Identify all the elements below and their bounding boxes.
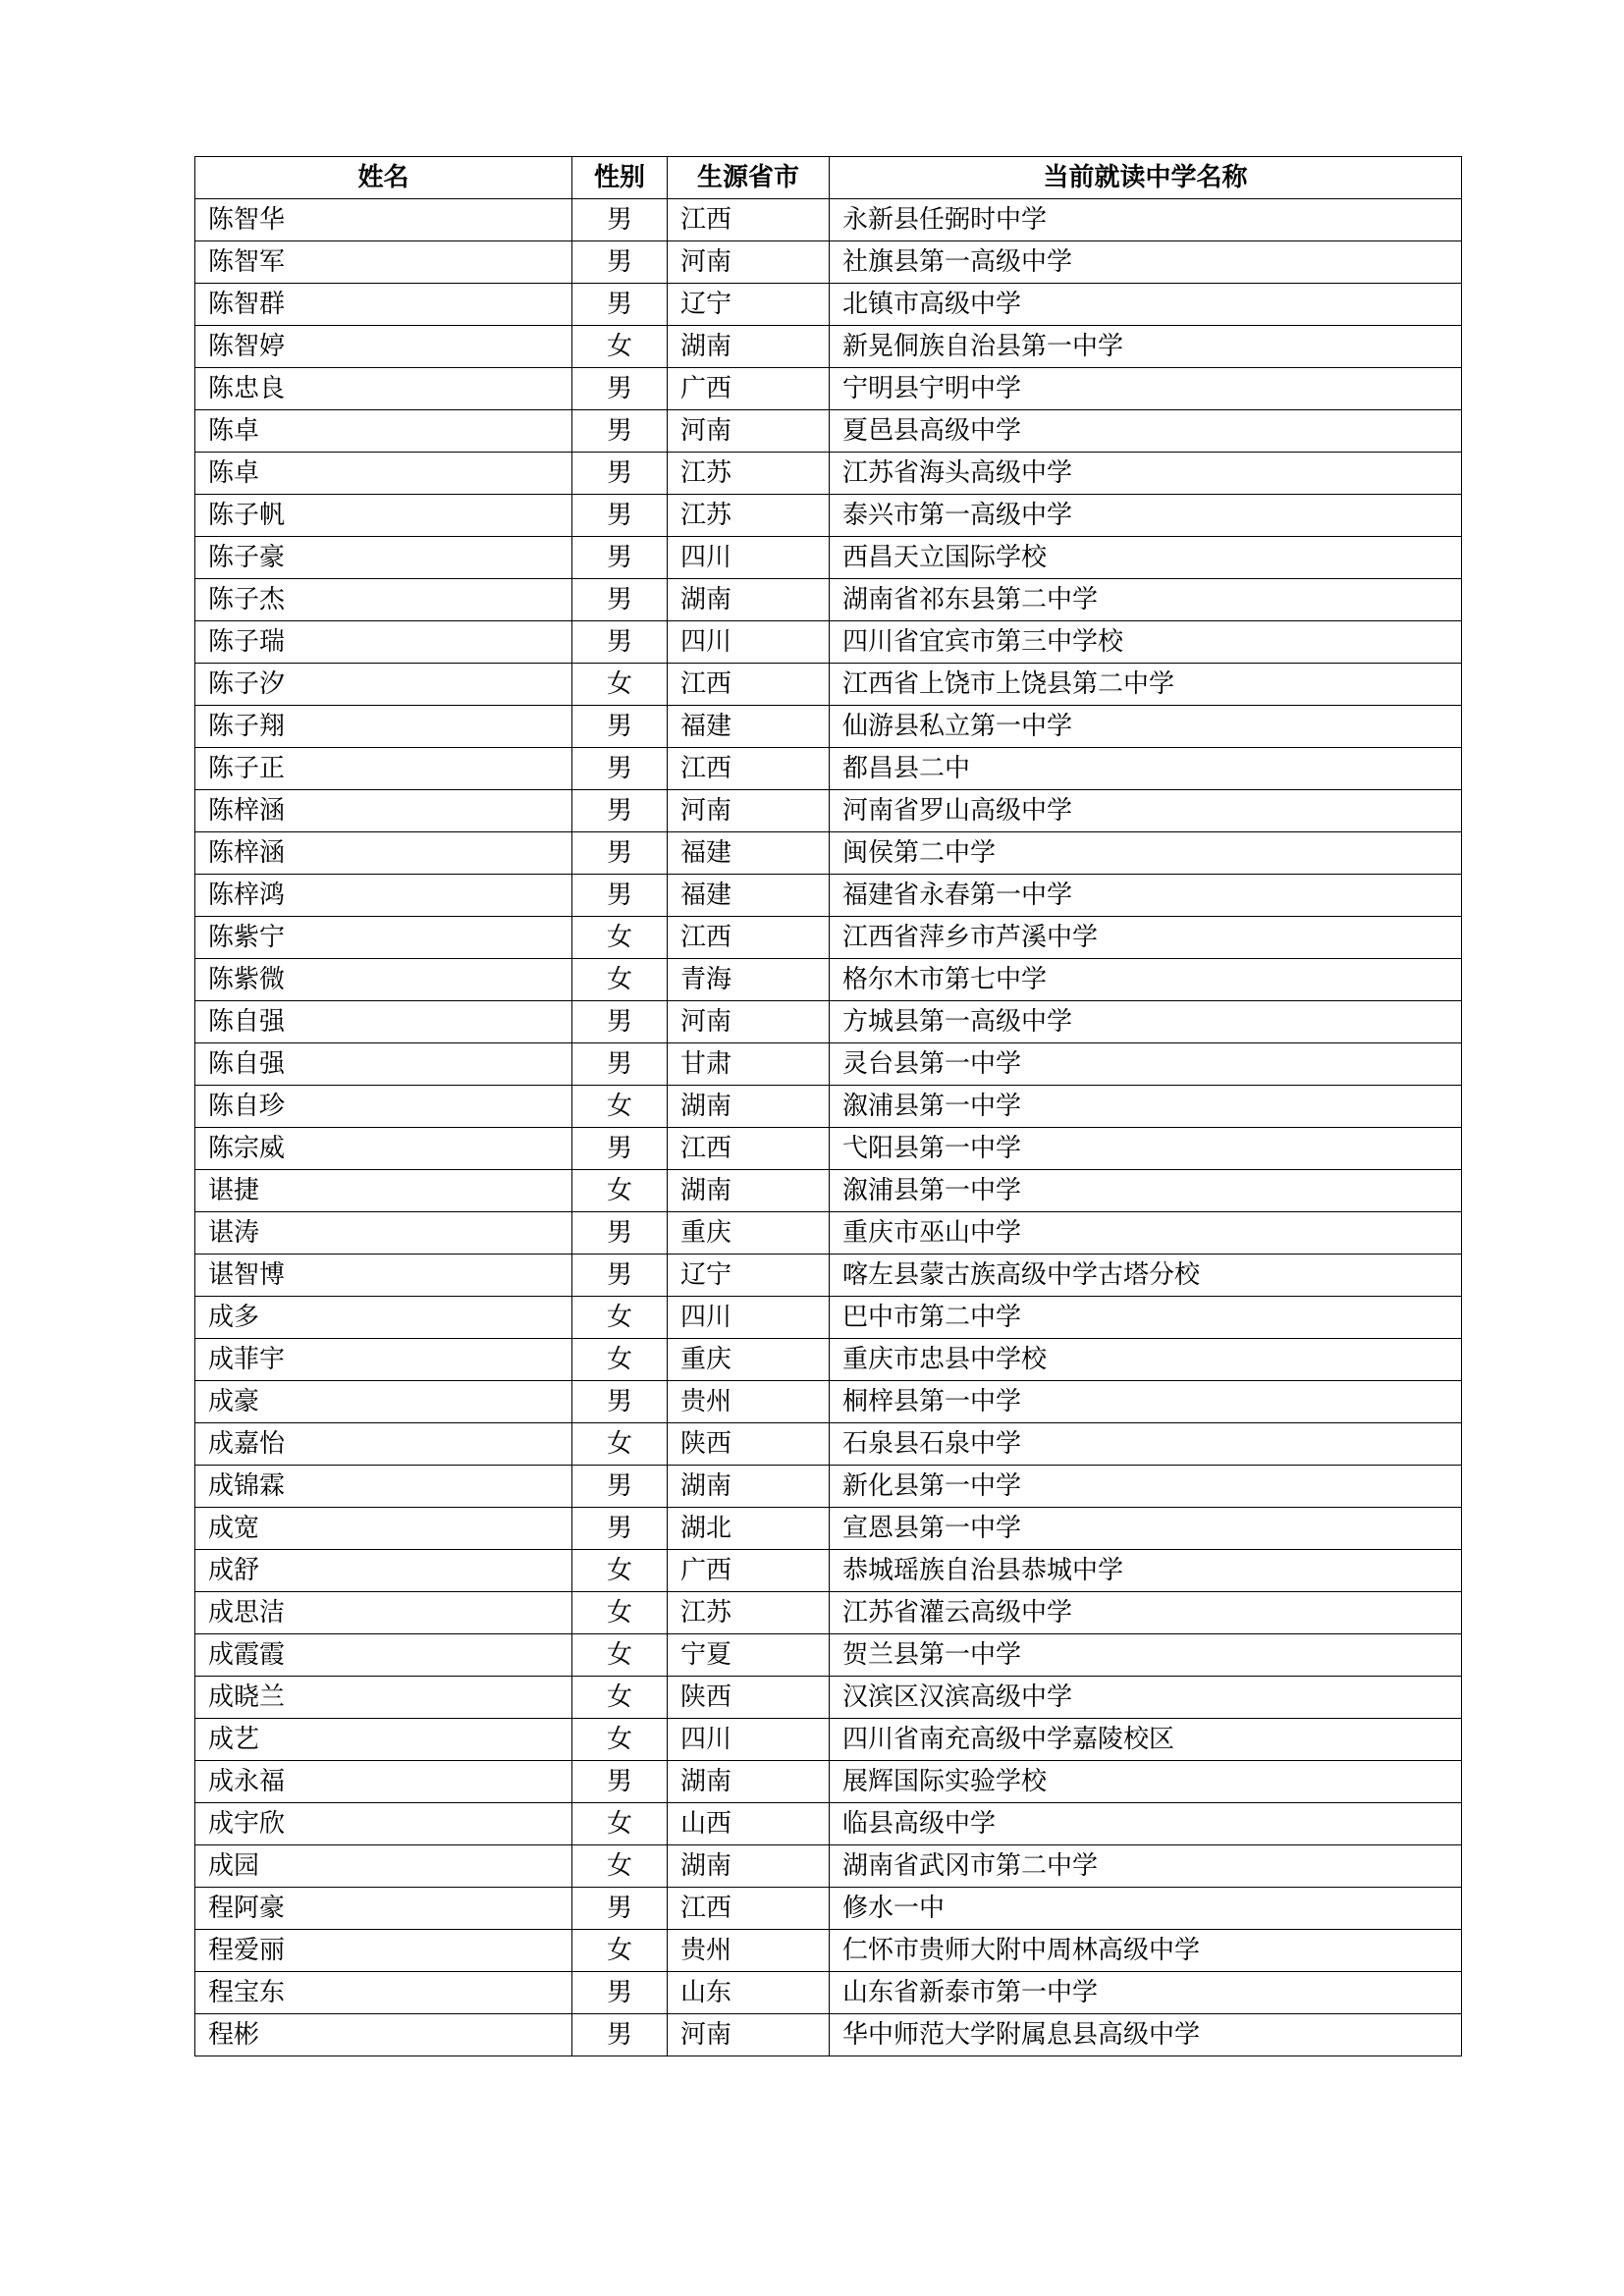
cell-name: 陈梓涵 bbox=[195, 790, 572, 832]
cell-province: 湖北 bbox=[668, 1508, 830, 1550]
cell-gender: 男 bbox=[572, 495, 668, 537]
cell-gender: 男 bbox=[572, 1128, 668, 1170]
cell-gender: 男 bbox=[572, 368, 668, 410]
cell-gender: 女 bbox=[572, 326, 668, 368]
cell-province: 湖南 bbox=[668, 1845, 830, 1888]
cell-name: 陈紫微 bbox=[195, 959, 572, 1001]
cell-province: 陕西 bbox=[668, 1677, 830, 1719]
table-row bbox=[195, 790, 1462, 832]
cell-gender: 女 bbox=[572, 1677, 668, 1719]
cell-name: 成晓兰 bbox=[195, 1677, 572, 1719]
table-row bbox=[195, 410, 1462, 453]
cell-gender: 男 bbox=[572, 621, 668, 664]
cell-province: 四川 bbox=[668, 1719, 830, 1761]
cell-gender: 女 bbox=[572, 1634, 668, 1677]
cell-province: 福建 bbox=[668, 832, 830, 875]
cell-gender: 女 bbox=[572, 1803, 668, 1845]
table-row bbox=[195, 1001, 1462, 1043]
cell-school: 重庆市巫山中学 bbox=[830, 1212, 1462, 1255]
cell-province: 河南 bbox=[668, 1001, 830, 1043]
cell-school: 格尔木市第七中学 bbox=[830, 959, 1462, 1001]
cell-name: 程宝东 bbox=[195, 1972, 572, 2014]
cell-name: 陈卓 bbox=[195, 453, 572, 495]
cell-gender: 男 bbox=[572, 2014, 668, 2056]
cell-name: 陈子杰 bbox=[195, 579, 572, 621]
table-row bbox=[195, 284, 1462, 326]
cell-name: 陈梓鸿 bbox=[195, 875, 572, 917]
table-row bbox=[195, 1466, 1462, 1508]
cell-province: 河南 bbox=[668, 410, 830, 453]
cell-province: 贵州 bbox=[668, 1930, 830, 1972]
cell-province: 江西 bbox=[668, 748, 830, 790]
cell-name: 陈自珍 bbox=[195, 1086, 572, 1128]
cell-name: 成嘉怡 bbox=[195, 1423, 572, 1466]
cell-school: 展辉国际实验学校 bbox=[830, 1761, 1462, 1803]
cell-name: 陈忠良 bbox=[195, 368, 572, 410]
cell-name: 程彬 bbox=[195, 2014, 572, 2056]
table-row bbox=[195, 453, 1462, 495]
cell-school: 江苏省灌云高级中学 bbox=[830, 1592, 1462, 1634]
cell-school: 临县高级中学 bbox=[830, 1803, 1462, 1845]
cell-school: 方城县第一高级中学 bbox=[830, 1001, 1462, 1043]
cell-name: 陈梓涵 bbox=[195, 832, 572, 875]
table-body bbox=[195, 199, 1462, 2056]
cell-school: 弋阳县第一中学 bbox=[830, 1128, 1462, 1170]
cell-name: 陈子豪 bbox=[195, 537, 572, 579]
table-row bbox=[195, 875, 1462, 917]
cell-school: 新化县第一中学 bbox=[830, 1466, 1462, 1508]
cell-province: 湖南 bbox=[668, 1761, 830, 1803]
cell-school: 北镇市高级中学 bbox=[830, 284, 1462, 326]
cell-gender: 男 bbox=[572, 706, 668, 748]
table-row bbox=[195, 537, 1462, 579]
cell-school: 湖南省祁东县第二中学 bbox=[830, 579, 1462, 621]
cell-name: 成宽 bbox=[195, 1508, 572, 1550]
cell-gender: 男 bbox=[572, 410, 668, 453]
cell-school: 石泉县石泉中学 bbox=[830, 1423, 1462, 1466]
cell-province: 江苏 bbox=[668, 495, 830, 537]
cell-province: 青海 bbox=[668, 959, 830, 1001]
cell-gender: 女 bbox=[572, 1423, 668, 1466]
cell-name: 陈紫宁 bbox=[195, 917, 572, 959]
cell-school: 泰兴市第一高级中学 bbox=[830, 495, 1462, 537]
table-row bbox=[195, 706, 1462, 748]
student-roster-table bbox=[194, 156, 1462, 2056]
cell-province: 江苏 bbox=[668, 453, 830, 495]
cell-school: 桐梓县第一中学 bbox=[830, 1381, 1462, 1423]
cell-school: 河南省罗山高级中学 bbox=[830, 790, 1462, 832]
cell-gender: 男 bbox=[572, 1761, 668, 1803]
table-row bbox=[195, 1255, 1462, 1297]
cell-school: 宣恩县第一中学 bbox=[830, 1508, 1462, 1550]
cell-province: 江西 bbox=[668, 664, 830, 706]
cell-gender: 男 bbox=[572, 875, 668, 917]
cell-gender: 男 bbox=[572, 1508, 668, 1550]
cell-gender: 女 bbox=[572, 959, 668, 1001]
cell-school: 都昌县二中 bbox=[830, 748, 1462, 790]
cell-name: 程爱丽 bbox=[195, 1930, 572, 1972]
cell-school: 巴中市第二中学 bbox=[830, 1297, 1462, 1339]
cell-name: 成多 bbox=[195, 1297, 572, 1339]
header-gender: 性别 bbox=[572, 157, 668, 199]
cell-name: 程阿豪 bbox=[195, 1888, 572, 1930]
table-row bbox=[195, 1128, 1462, 1170]
table-row bbox=[195, 1845, 1462, 1888]
cell-school: 闽侯第二中学 bbox=[830, 832, 1462, 875]
header-school: 当前就读中学名称 bbox=[830, 157, 1462, 199]
cell-school: 江苏省海头高级中学 bbox=[830, 453, 1462, 495]
cell-school: 江西省萍乡市芦溪中学 bbox=[830, 917, 1462, 959]
cell-name: 陈自强 bbox=[195, 1001, 572, 1043]
table-row bbox=[195, 1212, 1462, 1255]
cell-province: 四川 bbox=[668, 1297, 830, 1339]
cell-name: 陈智军 bbox=[195, 241, 572, 284]
table-row bbox=[195, 1170, 1462, 1212]
cell-name: 谌捷 bbox=[195, 1170, 572, 1212]
cell-province: 湖南 bbox=[668, 1466, 830, 1508]
cell-gender: 女 bbox=[572, 1845, 668, 1888]
cell-name: 成思洁 bbox=[195, 1592, 572, 1634]
cell-gender: 男 bbox=[572, 832, 668, 875]
header-province: 生源省市 bbox=[668, 157, 830, 199]
cell-gender: 女 bbox=[572, 1719, 668, 1761]
cell-gender: 男 bbox=[572, 1001, 668, 1043]
table-row bbox=[195, 495, 1462, 537]
table-row bbox=[195, 1634, 1462, 1677]
cell-name: 成园 bbox=[195, 1845, 572, 1888]
cell-name: 陈卓 bbox=[195, 410, 572, 453]
cell-province: 山西 bbox=[668, 1803, 830, 1845]
cell-province: 湖南 bbox=[668, 1086, 830, 1128]
table-row bbox=[195, 621, 1462, 664]
cell-name: 谌涛 bbox=[195, 1212, 572, 1255]
table-row bbox=[195, 664, 1462, 706]
cell-school: 灵台县第一中学 bbox=[830, 1043, 1462, 1086]
cell-province: 江西 bbox=[668, 199, 830, 241]
table-row bbox=[195, 917, 1462, 959]
cell-province: 宁夏 bbox=[668, 1634, 830, 1677]
cell-province: 甘肃 bbox=[668, 1043, 830, 1086]
cell-name: 成豪 bbox=[195, 1381, 572, 1423]
table-row bbox=[195, 1677, 1462, 1719]
cell-gender: 男 bbox=[572, 748, 668, 790]
cell-school: 重庆市忠县中学校 bbox=[830, 1339, 1462, 1381]
cell-school: 山东省新泰市第一中学 bbox=[830, 1972, 1462, 2014]
cell-province: 四川 bbox=[668, 621, 830, 664]
cell-school: 湖南省武冈市第二中学 bbox=[830, 1845, 1462, 1888]
cell-gender: 女 bbox=[572, 917, 668, 959]
cell-gender: 男 bbox=[572, 1888, 668, 1930]
table-row bbox=[195, 2014, 1462, 2056]
cell-province: 湖南 bbox=[668, 326, 830, 368]
cell-gender: 女 bbox=[572, 1086, 668, 1128]
cell-gender: 男 bbox=[572, 284, 668, 326]
cell-province: 江西 bbox=[668, 917, 830, 959]
table-row bbox=[195, 1381, 1462, 1423]
table-row bbox=[195, 326, 1462, 368]
cell-school: 汉滨区汉滨高级中学 bbox=[830, 1677, 1462, 1719]
cell-province: 重庆 bbox=[668, 1212, 830, 1255]
cell-name: 成宇欣 bbox=[195, 1803, 572, 1845]
cell-gender: 女 bbox=[572, 1339, 668, 1381]
cell-province: 福建 bbox=[668, 875, 830, 917]
table-row bbox=[195, 1761, 1462, 1803]
cell-gender: 男 bbox=[572, 579, 668, 621]
cell-gender: 女 bbox=[572, 1592, 668, 1634]
cell-school: 仁怀市贵师大附中周林高级中学 bbox=[830, 1930, 1462, 1972]
cell-school: 福建省永春第一中学 bbox=[830, 875, 1462, 917]
cell-name: 成霞霞 bbox=[195, 1634, 572, 1677]
cell-name: 陈自强 bbox=[195, 1043, 572, 1086]
table-row bbox=[195, 748, 1462, 790]
cell-name: 陈智婷 bbox=[195, 326, 572, 368]
cell-province: 辽宁 bbox=[668, 284, 830, 326]
table-row bbox=[195, 1297, 1462, 1339]
cell-name: 陈子正 bbox=[195, 748, 572, 790]
table-row bbox=[195, 959, 1462, 1001]
cell-province: 四川 bbox=[668, 537, 830, 579]
cell-school: 喀左县蒙古族高级中学古塔分校 bbox=[830, 1255, 1462, 1297]
cell-name: 成锦霖 bbox=[195, 1466, 572, 1508]
cell-province: 广西 bbox=[668, 368, 830, 410]
table-row bbox=[195, 368, 1462, 410]
cell-gender: 男 bbox=[572, 199, 668, 241]
cell-name: 成永福 bbox=[195, 1761, 572, 1803]
table-row bbox=[195, 1592, 1462, 1634]
cell-name: 陈智群 bbox=[195, 284, 572, 326]
cell-gender: 男 bbox=[572, 1255, 668, 1297]
cell-province: 江西 bbox=[668, 1888, 830, 1930]
cell-gender: 男 bbox=[572, 453, 668, 495]
cell-province: 福建 bbox=[668, 706, 830, 748]
table-row bbox=[195, 241, 1462, 284]
cell-gender: 男 bbox=[572, 1043, 668, 1086]
cell-name: 成菲宇 bbox=[195, 1339, 572, 1381]
table-row bbox=[195, 1719, 1462, 1761]
table-row bbox=[195, 1508, 1462, 1550]
cell-gender: 男 bbox=[572, 1212, 668, 1255]
cell-school: 夏邑县高级中学 bbox=[830, 410, 1462, 453]
cell-gender: 女 bbox=[572, 1170, 668, 1212]
cell-school: 宁明县宁明中学 bbox=[830, 368, 1462, 410]
cell-name: 成艺 bbox=[195, 1719, 572, 1761]
cell-name: 谌智博 bbox=[195, 1255, 572, 1297]
cell-school: 华中师范大学附属息县高级中学 bbox=[830, 2014, 1462, 2056]
cell-name: 陈宗威 bbox=[195, 1128, 572, 1170]
cell-name: 陈子瑞 bbox=[195, 621, 572, 664]
table-row bbox=[195, 832, 1462, 875]
cell-name: 陈子帆 bbox=[195, 495, 572, 537]
table-row bbox=[195, 1930, 1462, 1972]
table-row bbox=[195, 199, 1462, 241]
cell-gender: 男 bbox=[572, 1381, 668, 1423]
cell-school: 仙游县私立第一中学 bbox=[830, 706, 1462, 748]
cell-province: 湖南 bbox=[668, 579, 830, 621]
cell-school: 西昌天立国际学校 bbox=[830, 537, 1462, 579]
cell-gender: 男 bbox=[572, 241, 668, 284]
cell-gender: 男 bbox=[572, 1466, 668, 1508]
cell-school: 四川省宜宾市第三中学校 bbox=[830, 621, 1462, 664]
cell-school: 永新县任弼时中学 bbox=[830, 199, 1462, 241]
cell-gender: 男 bbox=[572, 790, 668, 832]
cell-province: 重庆 bbox=[668, 1339, 830, 1381]
cell-school: 江西省上饶市上饶县第二中学 bbox=[830, 664, 1462, 706]
cell-province: 河南 bbox=[668, 790, 830, 832]
cell-school: 溆浦县第一中学 bbox=[830, 1170, 1462, 1212]
cell-gender: 女 bbox=[572, 1297, 668, 1339]
cell-school: 社旗县第一高级中学 bbox=[830, 241, 1462, 284]
table-row bbox=[195, 1423, 1462, 1466]
table-row bbox=[195, 1339, 1462, 1381]
cell-gender: 女 bbox=[572, 1930, 668, 1972]
cell-province: 辽宁 bbox=[668, 1255, 830, 1297]
cell-school: 恭城瑶族自治县恭城中学 bbox=[830, 1550, 1462, 1592]
cell-province: 江苏 bbox=[668, 1592, 830, 1634]
header-name: 姓名 bbox=[195, 157, 572, 199]
cell-gender: 女 bbox=[572, 1550, 668, 1592]
table-header-row bbox=[195, 157, 1462, 199]
cell-name: 陈子汐 bbox=[195, 664, 572, 706]
table-row bbox=[195, 579, 1462, 621]
cell-province: 贵州 bbox=[668, 1381, 830, 1423]
cell-name: 陈子翔 bbox=[195, 706, 572, 748]
cell-province: 河南 bbox=[668, 2014, 830, 2056]
cell-school: 贺兰县第一中学 bbox=[830, 1634, 1462, 1677]
table-row bbox=[195, 1043, 1462, 1086]
cell-school: 修水一中 bbox=[830, 1888, 1462, 1930]
cell-school: 溆浦县第一中学 bbox=[830, 1086, 1462, 1128]
table-row bbox=[195, 1888, 1462, 1930]
cell-province: 江西 bbox=[668, 1128, 830, 1170]
cell-province: 陕西 bbox=[668, 1423, 830, 1466]
cell-school: 新晃侗族自治县第一中学 bbox=[830, 326, 1462, 368]
table-row bbox=[195, 1972, 1462, 2014]
cell-province: 河南 bbox=[668, 241, 830, 284]
cell-province: 山东 bbox=[668, 1972, 830, 2014]
cell-province: 广西 bbox=[668, 1550, 830, 1592]
cell-school: 四川省南充高级中学嘉陵校区 bbox=[830, 1719, 1462, 1761]
cell-name: 成舒 bbox=[195, 1550, 572, 1592]
cell-province: 湖南 bbox=[668, 1170, 830, 1212]
cell-gender: 男 bbox=[572, 1972, 668, 2014]
table-row bbox=[195, 1550, 1462, 1592]
cell-gender: 男 bbox=[572, 537, 668, 579]
cell-name: 陈智华 bbox=[195, 199, 572, 241]
table-row bbox=[195, 1803, 1462, 1845]
cell-gender: 女 bbox=[572, 664, 668, 706]
table-row bbox=[195, 1086, 1462, 1128]
